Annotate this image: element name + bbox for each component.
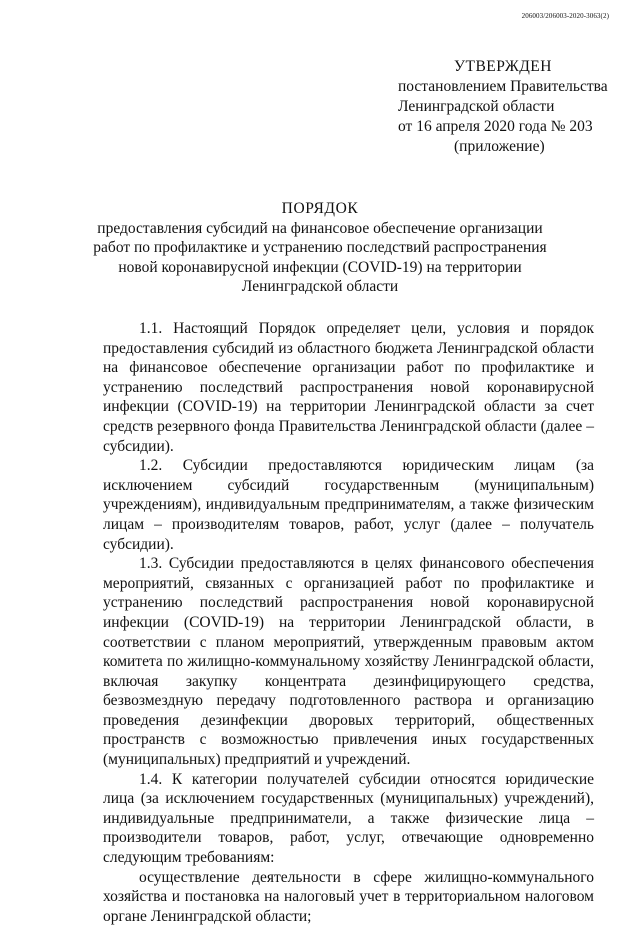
paragraph-1-4: 1.4. К категории получателей субсидии относятся юридические лица (за исключением государственных (муниципальных) учреждений), индивидуальные предприниматели, а также физические лица – производители товаров, работ, услуг, отвечающие одновременно следующим требованиям: bbox=[103, 770, 594, 867]
approval-note: (приложение) bbox=[454, 138, 545, 155]
approval-line: Ленинградской области bbox=[398, 98, 555, 115]
heading-line: предоставления субсидий на финансовое обеспечение организации bbox=[97, 219, 543, 237]
approval-block bbox=[398, 57, 628, 157]
paragraph-1-2: 1.2. Субсидии предоставляются юридическим лицам (за исключением субсидий государственным (муниципальным) учреждениям), индивидуальным предпринимателям, а также физическим лицам – производителям товаров, работ, услуг (далее – получатель субсидии). bbox=[103, 457, 594, 553]
heading-line: Ленинградской области bbox=[241, 278, 399, 295]
approval-line: постановлением Правительства bbox=[398, 78, 608, 95]
document-id: 206003/206003-2020-3063(2) bbox=[521, 12, 609, 20]
document-body bbox=[103, 319, 594, 926]
approval-line: от 16 апреля 2020 года № 203 bbox=[398, 118, 593, 135]
approval-title: УТВЕРЖДЕН bbox=[454, 58, 552, 75]
heading-line: новой коронавирусной инфекции (COVID-19) на территории bbox=[118, 258, 522, 276]
document-title: ПОРЯДОК bbox=[281, 200, 359, 217]
paragraph-requirement: осуществление деятельности в сфере жилищно-коммунального хозяйства и постановка на налоговый учет в территориальном налоговом органе Ленинградской области; bbox=[103, 868, 594, 925]
paragraph-1-3: 1.3. Субсидии предоставляются в целях финансового обеспечения мероприятий, связанных с организацией работ по профилактике и устранению последствий распространения новой коронавирусной инфекции (COVID-19) на территории Ленинградской области, в соответствии с планом мероприятий, утвержденным правовым актом комитета по жилищно-коммунальному хозяйству Ленинградской области, включая закупку концентрата дезинфицирующего средства, безвозмездную передачу подготовленного раствора и организацию проведения дезинфекции дворовых территорий, общественных пространств с возможностью привлечения иных государственных (муниципальных) предприятий и учреждений. bbox=[103, 555, 594, 769]
paragraph-1-1: 1.1. Настоящий Порядок определяет цели, условия и порядок предоставления субсидий из областного бюджета Ленинградской области на финансовое обеспечение организации работ по профилактике и устранению последствий распространения новой коронавирусной инфекции (COVID-19) на территории Ленинградской области за счет средств резервного фонда Правительства Ленинградской области (далее – субсидии). bbox=[103, 320, 594, 455]
document-heading bbox=[90, 199, 550, 297]
heading-line: работ по профилактике и устранению последствий распространения bbox=[93, 239, 547, 256]
